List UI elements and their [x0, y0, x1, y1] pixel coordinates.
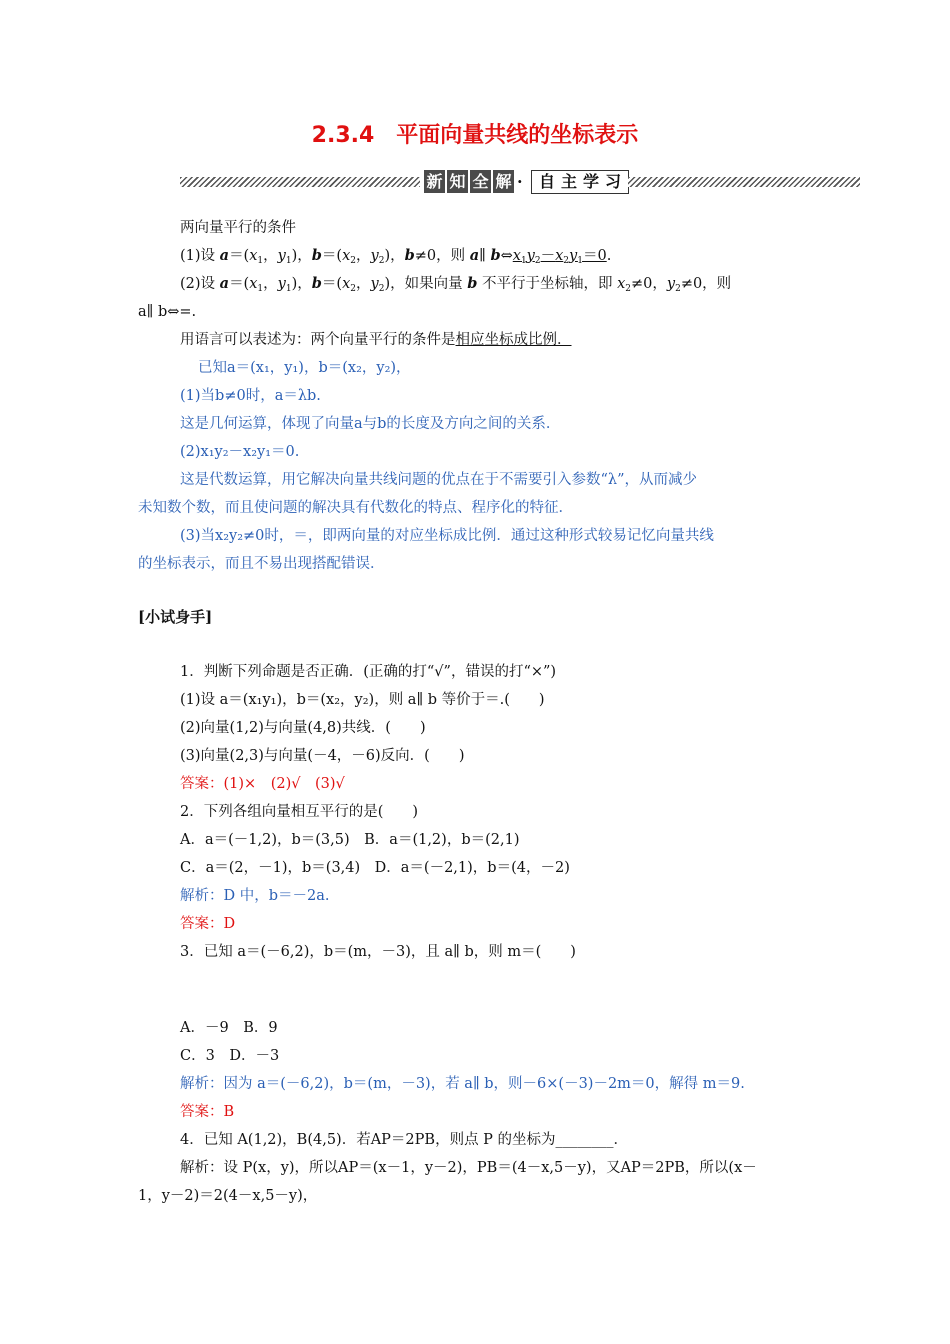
banner-dot: ·: [517, 172, 523, 191]
section-banner: [180, 170, 860, 196]
q1-item-2: (2)向量(1,2)与向量(4,8)共线．( ): [180, 720, 426, 736]
banner-char: 新: [424, 170, 445, 193]
note-line-8: 的坐标表示，而且不易出现搭配错误．: [138, 556, 385, 572]
q3-analysis: 解析：因为 a＝(－6,2)，b＝(m，－3)，若 a∥ b，则－6×(－3)－2m＝0，解得 m＝9.: [180, 1076, 745, 1092]
banner-char: 解: [493, 170, 514, 193]
banner-char: 知: [447, 170, 468, 193]
intro-condition-1-prefix: (1)设: [180, 248, 220, 264]
q2-analysis: 解析：D 中，b＝－2a.: [180, 888, 330, 904]
banner-hatch-left: [180, 177, 420, 187]
note-line-2: (1)当b≠0时，a＝λb.: [180, 388, 321, 404]
q1-answer-text: 答案：(1)× (2)√ (3)√: [180, 776, 345, 792]
q2-answer: 答案：D: [180, 916, 236, 932]
banner-char: 学: [582, 172, 599, 191]
intro-condition-1: (1)设 $a=(x_1$，$y_1$)，$b=(x_2$，$y_2$)，b≠0，则 a∥ $b\Leftrightarrow x_1y_2-x_2y_1=0$.: [180, 247, 612, 266]
banner-char: 全: [470, 170, 491, 193]
note-line-4: (2)x₁y₂－x₂y₁＝0.: [180, 444, 300, 460]
note-line-3: 这是几何运算，体现了向量a与b的长度及方向之间的关系．: [180, 416, 561, 432]
intro-condition-2: (2)设 $a=(x_1$，$y_1$)，$b=(x_2$，$y_2$)，如果向量 b 不平行于坐标轴，即 $x_2\ne 0$，$y_2\ne 0$，则: [180, 275, 732, 294]
q3-options-cd: C．3 D．－3: [180, 1048, 280, 1064]
banner-char: 主: [560, 172, 577, 191]
q3-options-ab: A．－9 B．9: [180, 1020, 278, 1036]
q2-stem: 2．下列各组向量相互平行的是( ): [180, 804, 419, 820]
intro-condition-2-prefix: (2)设: [180, 276, 220, 292]
banner-char: 习: [604, 172, 621, 191]
section-title: [小试身手]: [138, 608, 213, 626]
q1-stem: 1．判断下列命题是否正确．(正确的打“√”，错误的打“×”): [180, 664, 557, 680]
note-line-6: 未知数个数，而且使问题的解决具有代数化的特点、程序化的特征．: [138, 500, 573, 516]
q2-options-ab: A．a＝(－1,2)，b＝(3,5) B．a＝(1,2)，b＝(2,1): [180, 832, 520, 848]
page-title: 2.3.4 平面向量共线的坐标表示: [311, 123, 639, 148]
q4-analysis-1: 解析：设 P(x，y)，所以AP＝(x－1，y－2)，PB＝(4－x,5－y)，又AP＝2PB，所以(x－: [180, 1160, 757, 1176]
q2-options-cd: C．a＝(2，－1)，b＝(3,4) D．a＝(－2,1)，b＝(4，－2): [180, 860, 570, 876]
q1-answer: [180, 774, 345, 794]
note-line-1: 已知a＝(x₁，y₁)，b＝(x₂，y₂)，: [198, 360, 411, 376]
banner-char: 自: [538, 172, 555, 191]
banner-hatch-right: [628, 177, 860, 187]
intro-verbal-prefix: 用语言可以表述为：两个向量平行的条件是: [180, 332, 456, 348]
intro-heading: 两向量平行的条件: [180, 220, 296, 236]
banner-tag-xinzhiquanjie: [424, 170, 516, 193]
intro-verbal-underlined: 相应坐标成比例．: [455, 332, 572, 348]
intro-verbal: [180, 330, 572, 350]
q4-analysis-2: 1，y－2)＝2(4－x,5－y)，: [138, 1188, 318, 1204]
q1-item-3: (3)向量(2,3)与向量(－4，－6)反向．( ): [180, 748, 465, 764]
banner-tag-zizhuxuexi: [531, 170, 629, 194]
intro-condition-2-cont: a∥ b⇔=.: [138, 304, 197, 320]
q1-item-1: (1)设 a＝(x₁y₁)，b＝(x₂，y₂)，则 a∥ b 等价于＝.( ): [180, 692, 545, 708]
note-line-7: (3)当x₂y₂≠0时，＝，即两向量的对应坐标成比例．通过这种形式较易记忆向量共线: [180, 528, 714, 544]
q3-stem: 3．已知 a＝(－6,2)，b＝(m，－3)，且 a∥ b，则 m＝( ): [180, 944, 576, 960]
q4-stem: 4．已知 A(1,2)，B(4,5)．若AP＝2PB，则点 P 的坐标为________．: [180, 1132, 629, 1148]
note-line-5: 这是代数运算，用它解决向量共线问题的优点在于不需要引入参数“λ”，从而减少: [180, 472, 698, 488]
q3-answer: 答案：B: [180, 1104, 235, 1120]
